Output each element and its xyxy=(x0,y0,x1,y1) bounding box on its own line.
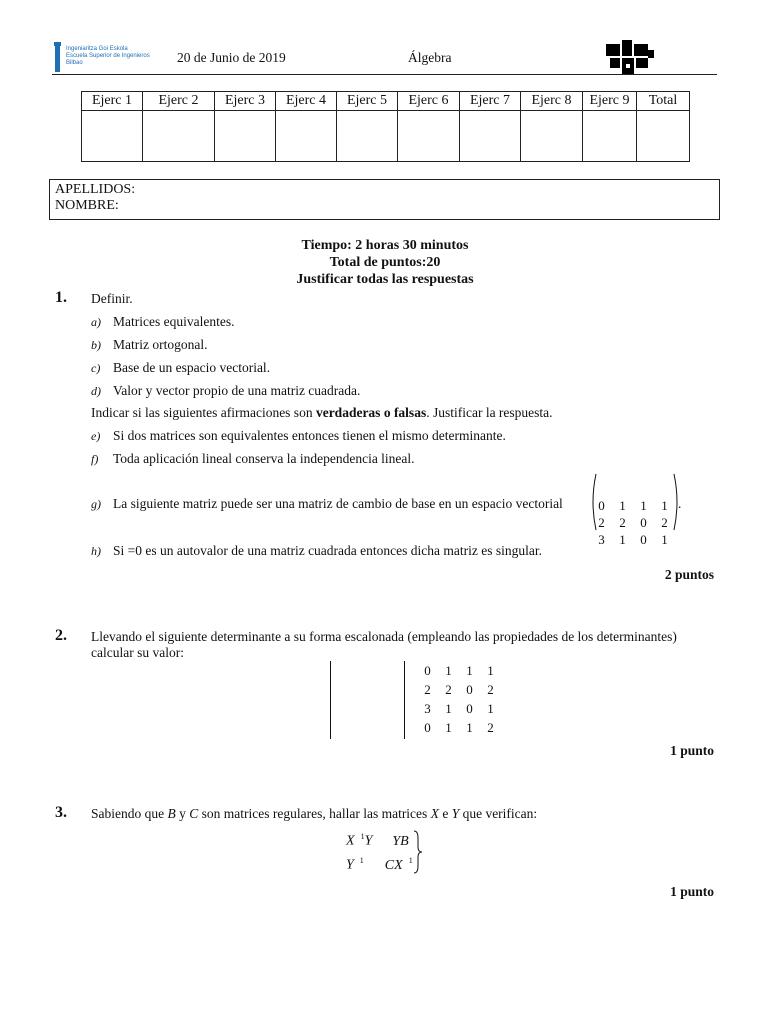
matrix-cell: 0 xyxy=(598,498,605,513)
eq-term: Y xyxy=(346,857,354,873)
var-B: B xyxy=(167,806,176,821)
var-X: X xyxy=(430,806,439,821)
matrix-cell: 3 xyxy=(598,532,605,547)
matrix-row xyxy=(417,718,501,737)
true-false-instruction xyxy=(91,405,553,421)
equation-1 xyxy=(346,832,409,850)
item-text: Si =0 es un autovalor de una matriz cuadrada entonces dicha matriz es singular. xyxy=(113,543,542,558)
matrix-row xyxy=(591,514,675,531)
student-info-box[interactable] xyxy=(49,179,720,220)
grades-score-row xyxy=(82,111,690,162)
matrix-row xyxy=(417,680,501,699)
grade-cell[interactable] xyxy=(521,111,583,162)
change-of-basis-matrix xyxy=(591,497,675,548)
list-item xyxy=(91,383,360,399)
determinant-matrix xyxy=(417,661,501,737)
list-item xyxy=(91,314,234,330)
grade-cell[interactable] xyxy=(215,111,276,162)
matrix-cell: 2 xyxy=(661,515,668,530)
tf-text: . Justificar la respuesta. xyxy=(426,405,553,420)
university-logo-icon xyxy=(606,40,656,76)
matrix-cell: 1 xyxy=(445,720,452,735)
matrix-cell: 0 xyxy=(640,515,647,530)
q3-text-part: son matrices regulares, hallar las matrices xyxy=(198,806,431,821)
list-item xyxy=(91,496,563,512)
matrix-cell: 1 xyxy=(619,532,626,547)
eq-exponent: 1 xyxy=(359,856,364,865)
item-label: f) xyxy=(91,452,99,466)
q3-text xyxy=(91,806,537,822)
item-text: Matrices equivalentes. xyxy=(113,314,235,329)
grades-header-row xyxy=(82,92,690,111)
question-number: 2. xyxy=(55,627,67,644)
matrix-cell: 2 xyxy=(487,682,494,697)
list-item xyxy=(91,360,270,376)
q3-text-part: Sabiendo que xyxy=(91,806,168,821)
grade-header: Ejerc 6 xyxy=(398,92,460,111)
matrix-cell: 0 xyxy=(424,720,431,735)
logo-line: Bilbao xyxy=(66,60,83,66)
var-Y: Y xyxy=(451,806,460,821)
surname-label: APELLIDOS: xyxy=(55,182,136,197)
matrix-cell: 2 xyxy=(487,720,494,735)
points-info: Total de puntos:20 xyxy=(329,255,441,270)
q3-text-part: y xyxy=(175,806,190,821)
matrix-cell: 1 xyxy=(661,498,668,513)
item-text: Toda aplicación lineal conserva la independencia lineal. xyxy=(113,451,415,466)
matrix-row xyxy=(417,661,501,680)
logo-line: Escuela Superior de Ingenieros xyxy=(66,53,150,59)
item-label: g) xyxy=(91,497,101,511)
det-left-bar xyxy=(330,661,331,739)
tf-text: Indicar si las siguientes afirmaciones son xyxy=(91,405,316,420)
list-item xyxy=(91,428,506,444)
logo-bar xyxy=(55,46,60,72)
matrix-cell: 0 xyxy=(466,682,473,697)
q2-points: 1 punto xyxy=(670,743,714,758)
item-text: La siguiente matriz puede ser una matriz de cambio de base en un espacio vectorial xyxy=(113,496,563,511)
eq-exponent: 1 xyxy=(408,856,413,865)
grade-header: Ejerc 3 xyxy=(215,92,276,111)
time-info: Tiempo: 2 horas 30 minutos xyxy=(301,238,469,253)
matrix-cell: 1 xyxy=(661,532,668,547)
grade-header: Ejerc 9 xyxy=(583,92,637,111)
matrix-cell: 2 xyxy=(445,682,452,697)
equation-2 xyxy=(346,856,413,874)
matrix-cell: 0 xyxy=(640,532,647,547)
matrix-cell: 2 xyxy=(619,515,626,530)
matrix-row xyxy=(591,497,675,514)
grade-header: Ejerc 8 xyxy=(521,92,583,111)
q2-text-line1: Llevando el siguiente determinante a su forma escalonada (empleando las propiedades de los determinantes) xyxy=(91,629,677,644)
matrix-row xyxy=(417,699,501,718)
header-rule xyxy=(52,74,717,75)
exam-subject: Álgebra xyxy=(408,50,452,65)
matrix-cell: 1 xyxy=(466,663,473,678)
q2-text-line2: calcular su valor: xyxy=(91,645,184,660)
grades-table xyxy=(81,91,690,162)
logo-text xyxy=(66,46,150,67)
item-label: b) xyxy=(91,338,101,352)
question-number: 3. xyxy=(55,804,67,821)
item-label: e) xyxy=(91,429,101,443)
matrix-cell: 2 xyxy=(598,515,605,530)
right-brace-icon xyxy=(413,830,423,874)
q3-text-part: e xyxy=(438,806,452,821)
matrix-cell: 1 xyxy=(487,663,494,678)
list-item xyxy=(91,451,415,467)
matrix-cell: 1 xyxy=(445,701,452,716)
grade-header: Ejerc 7 xyxy=(460,92,521,111)
matrix-cell: 0 xyxy=(466,701,473,716)
grade-cell[interactable] xyxy=(398,111,460,162)
exam-date: 20 de Junio de 2019 xyxy=(177,50,286,65)
justify-info: Justificar todas las respuestas xyxy=(296,272,474,287)
grade-header: Ejerc 5 xyxy=(337,92,398,111)
grade-header: Ejerc 2 xyxy=(143,92,215,111)
item-label: d) xyxy=(91,384,101,398)
item-label: h) xyxy=(91,544,101,558)
matrix-cell: 1 xyxy=(445,663,452,678)
item-text: Matriz ortogonal. xyxy=(113,337,208,352)
item-text: Valor y vector propio de una matriz cuadrada. xyxy=(113,383,361,398)
item-label: c) xyxy=(91,361,101,375)
name-label: NOMBRE: xyxy=(55,198,119,213)
logo-line: Ingeniaritza Goi Eskola xyxy=(66,46,128,52)
grade-cell[interactable] xyxy=(82,111,143,162)
grade-header: Total xyxy=(637,92,690,111)
matrix-cell: 1 xyxy=(466,720,473,735)
school-logo xyxy=(52,42,162,74)
q1-intro: Definir. xyxy=(91,291,133,306)
grade-cell[interactable] xyxy=(276,111,337,162)
eq-term: YB xyxy=(392,833,409,849)
grade-header: Ejerc 1 xyxy=(82,92,143,111)
matrix-cell: 3 xyxy=(424,701,431,716)
det-right-bar xyxy=(404,661,405,739)
eq-term: Y xyxy=(364,833,373,849)
matrix-cell: 1 xyxy=(487,701,494,716)
q3-text-part: que verifican: xyxy=(459,806,538,821)
q3-points: 1 punto xyxy=(670,884,714,899)
grade-cell[interactable] xyxy=(337,111,398,162)
matrix-cell: 2 xyxy=(424,682,431,697)
question-number: 1. xyxy=(55,289,67,306)
grade-cell[interactable] xyxy=(143,111,215,162)
grade-cell[interactable] xyxy=(460,111,521,162)
matrix-period: . xyxy=(678,496,682,511)
matrix-cell: 0 xyxy=(424,663,431,678)
q1-points: 2 puntos xyxy=(664,567,714,582)
grade-cell[interactable] xyxy=(583,111,637,162)
matrix-row xyxy=(591,531,675,548)
item-label: a) xyxy=(91,315,101,329)
matrix-cell: 1 xyxy=(640,498,647,513)
eq-exponent: 1 xyxy=(360,832,365,841)
eq-term: CX xyxy=(384,857,403,873)
grade-header: Ejerc 4 xyxy=(276,92,337,111)
var-C: C xyxy=(189,806,199,821)
item-text: Base de un espacio vectorial. xyxy=(113,360,271,375)
grade-cell[interactable] xyxy=(637,111,690,162)
eq-term: X xyxy=(346,833,355,849)
list-item xyxy=(91,337,207,353)
list-item xyxy=(91,543,542,559)
tf-bold: verdaderas o falsas xyxy=(315,405,427,420)
matrix-cell: 1 xyxy=(619,498,626,513)
item-text: Si dos matrices son equivalentes entonces tienen el mismo determinante. xyxy=(113,428,506,443)
